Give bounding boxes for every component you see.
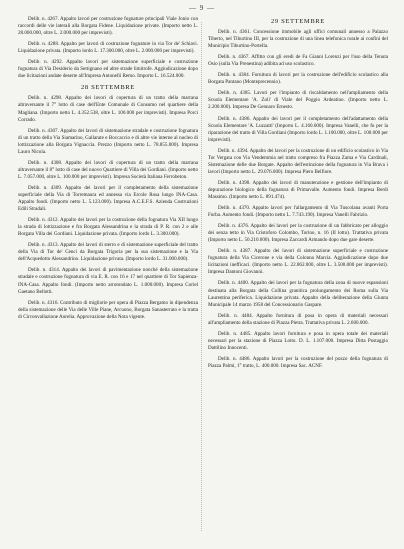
deliberation-entry: Delib. n. 4400. Appalto dei lavori per la fognatura della zona di nuove espansioni destinata alla Borgata della Collina granitica prolungamento dei Roma sulla Via Laurentina periferica. Liquidazione privata. Appalto della deliberazione della Giunta Municipale 14 marzo 1958 del Concessionario Gaspare. <box>208 280 388 308</box>
deliberation-entry: Delib. n. 4313. Appalto dei lavori di sterro e di sistemazione superficiale del tratto della Via di Tor de' Cenci da Borgata Trigoria per la sua sistemazione e la Via dell'Acquedotto Alessandrino. Liquidazione privata. (Importo lordo L. 31.000.000). <box>18 242 198 263</box>
deliberation-entry: Delib. n. 4384. Fornitura di lavori per la costruzione dell'edificio scolastico alla Borgata Pantano (Monteprecennio). <box>208 72 388 86</box>
left-entries-bottom <box>18 95 198 320</box>
date-heading-28-september: 28 SETTEMBRE <box>81 84 135 92</box>
date-heading-29-september: 29 SETTEMBRE <box>271 18 325 25</box>
deliberation-entry: Delib. n. 4367. Affitto con gli eredi de Fa Gianni Lorenzi per l'uso della Tenuta Osio (sulla Via Prenestina) adibita ad uso scolastico. <box>208 54 388 68</box>
deliberation-entry: Delib. n. 4485. Appalto lavori fornitura e posa in opera totale dei materiali necessari per la stazione di Piazza Lotto. D. L. 1.107.000. Impresa Ditta Postaggio Dattilino Innocenti. <box>208 330 388 351</box>
left-column <box>18 16 198 325</box>
deliberation-entry: Delib. n. 4385. Lavori per l'impianto di riscaldamento nell'ampliamento della Scuola Elementare 'A. Zoli' di Viale del Poggio Ardeatino. (Importo netto L. 2.200.000). Impresa De Gennaro Ernesto. <box>208 90 388 111</box>
deliberation-entry: Delib. n. 4370. Appalto lavori per l'allargamento di Via Tuscolana avanti Porta Furba. Aumento fondi. (Importo netto L. 7.743.190). Impresa Vanelli Fabrizio. <box>208 205 388 219</box>
deliberation-entry: Delib. n. 4298. Appalto dei lavori di copertura di un tratto della marrana altraversante il 7° lotto di case dell'Ente Comunale di Consumo nel quartiere della Magliana. (Importo netto L. 4.352.538, oltre L. 100.000 per imprevisti). Impresa Porci Corrado. <box>18 95 198 123</box>
page-number: — 9 — <box>189 4 215 12</box>
deliberation-entry: Delib. n. 4386. Appalto dei lavori per il completamento dell'adattamento della Scuola Elementare 'A. Luzzatti' (Importo L. 4.160.000). Impresa Vanelli, che fu per la riparazione del tratto di Villa Gordiani (Importo lordo L. 1.100.000, oltre L. 100.000 per imprevisti). <box>208 115 388 143</box>
deliberation-entry: Delib. n. 4387. Appalto dei lavori di sistemazione superficiale e costruzione fognatura della Via Cicerone e via della Colonna Marcia. Aggiudicazione dopo due licitazioni inefficaci. (Importo netto L. 22.862.000, oltre L. 3.500.000 per imprevisti). Impresa Dantoni Giovanni. <box>208 248 388 276</box>
deliberation-entry: Delib. n. 4398. Appalto dei lavori di manutenzione e gestione dell'impianto di depurazione biologico della fognatura di Primavalle. Aumento fondi. Impresa Berdi Massimo. (Importo netto L. 891.474). <box>208 179 388 200</box>
deliberation-entry: Delib. n. 4308. Appalto dei lavori di copertura di un tratto della marrana altraversante il 8° lotto di case del nuovo Quartiere di Villa dei Gordiani. (Importo netto L. 7.057.000, oltre L. 100.000 per imprevisti). Impresa Società Italiana Ferrobeton. <box>18 159 198 180</box>
right-column <box>208 16 388 374</box>
deliberation-entry: Delib. n. 4312. Appalto dei lavori per la costruzione della fognatura Via XII lungo la strada di lottizzazione e fra Borgata Alessandrina e la strada di P. R. con 2 e alle Borgata Villa dei Gordiani. Liquidazione privata. (Importo lordo L. 3.300.000). <box>18 217 198 238</box>
deliberation-entry: Delib. n. 4486. Appalto lavori per la costruzione del pozzo della fognatura di Piazza Palmi, 1° tratto, L. 400.000. Impresa Sac. ACNF. <box>208 355 388 369</box>
deliberation-entry: Delib. n. 4484. Appalto fornitura di posa in opera di materiali necessari all'ampliamento della stazione di Piazza Pietra. Trattativa privata L. 2.600.000. <box>208 312 388 326</box>
deliberation-entry: Delib. n. 4376. Appalto dei lavori per la costruzione di un fabbricato per alloggio dei senza tetto in Via Cristoforo Colombo, Torino, n. 16 (II lotto). Trattativa privata (Importo netto L. 50.210.000). Impresa Zaccardi Armando dopo due gare deserte. <box>208 223 388 244</box>
deliberation-entry: Delib. n. 4309. Appalto dei lavori per il completamento della sistemazione superficiale della Via di Torremaura ed annessa via Ercole Rosa lungo INA-Casa. Appalto fondi. (Importo netto L. 5.123.000). Impresa A.C.E.F.S. Azienda Costruzioni Edili Stradali. <box>18 184 198 213</box>
deliberation-entry: Delib. n. 4361. Concessione immobile agli uffici comunali annesso a Palazzo Tiberto, nel Tiburtino III, per la costruzione di una linea telefonica rurale ai confini del Municipio Tiburtino-Portella. <box>208 29 388 50</box>
deliberation-entry: Delib. n. 4292. Appalto lavori per sistemazione superficiale e costruzione fognatura di Via Desiderio da Settignano ed altre strade limitrofe. Aggiudicazione dopo due licitazioni andate deserte all'Impresa Antonelli Remo. Importo L. 16.524.000. <box>18 59 198 80</box>
deliberation-entry: Delib. n. 4394. Appalto dei lavori per la costruzione di un edificio scolastico in Via Tor Vergata con Via Vendemmia nel tratto compreso fra Piazza Zama e Via Cardinali, Sistemazione delle due Borgate. Appalto dell'estinzione della fognatura in Via Brava i lavori (Importo netto L. 29.076.000). Impresa Piero Belfiore. <box>208 147 388 175</box>
deliberation-entry: Delib. n. 4307. Appalto dei lavori di sistemazione stradale e costruzione fognatura di un tratto della Via Siamarino, Gallarate e Boccaccio e di altre vie interne al nucleo di lottizzazione alla Borgata Vignaccia. Prezzo (Importo netto L. 78.855.000). Impresa Lauro Nicola. <box>18 127 198 155</box>
deliberation-entry: Delib. n. 4314. Appalto dei lavori di pavimentazione nonché della sistemazione stradale e costruzione fognatura di via E. R. con 16 e 17 nel quartiere di Tor Sapienza-INA-Casa. Appalto fondi. (Importo netto arrotondato L. 1.000.000). Impresa Coriel Gaetano Bellotti. <box>18 267 198 295</box>
column-divider <box>201 22 202 531</box>
left-entries-top <box>18 16 198 80</box>
right-entries <box>208 29 388 370</box>
deliberation-entry: Delib. n. 4316. Contributo di migliorie per opera di Piazza Bergamo in dipendenza della sistemazione delle Via delle Ville Piane, Arcuono, Borgata Sanasterrato e la tratta di Circonvallazione Aurelia. Approvazione della Nota vigente. <box>18 299 198 320</box>
deliberation-entry: Delib. n. 4288. Appalto per lavori di costruzione fognature in via Tor de' Schiavi. Liquidazione privata. (Importo lordo L. 17.300.000, oltre L. 2.000.000 per imprevisti). <box>18 41 198 55</box>
deliberation-entry: Delib. n. 4267. Appalto lavori per costruzione fognature principali Viale Jonio con raccordi delle vie laterali alla Borgata Fidene. Liquidazione private. (Importo netto L. 28.000.000, oltre L. 2.000.000 per imprevisti). <box>18 16 198 37</box>
